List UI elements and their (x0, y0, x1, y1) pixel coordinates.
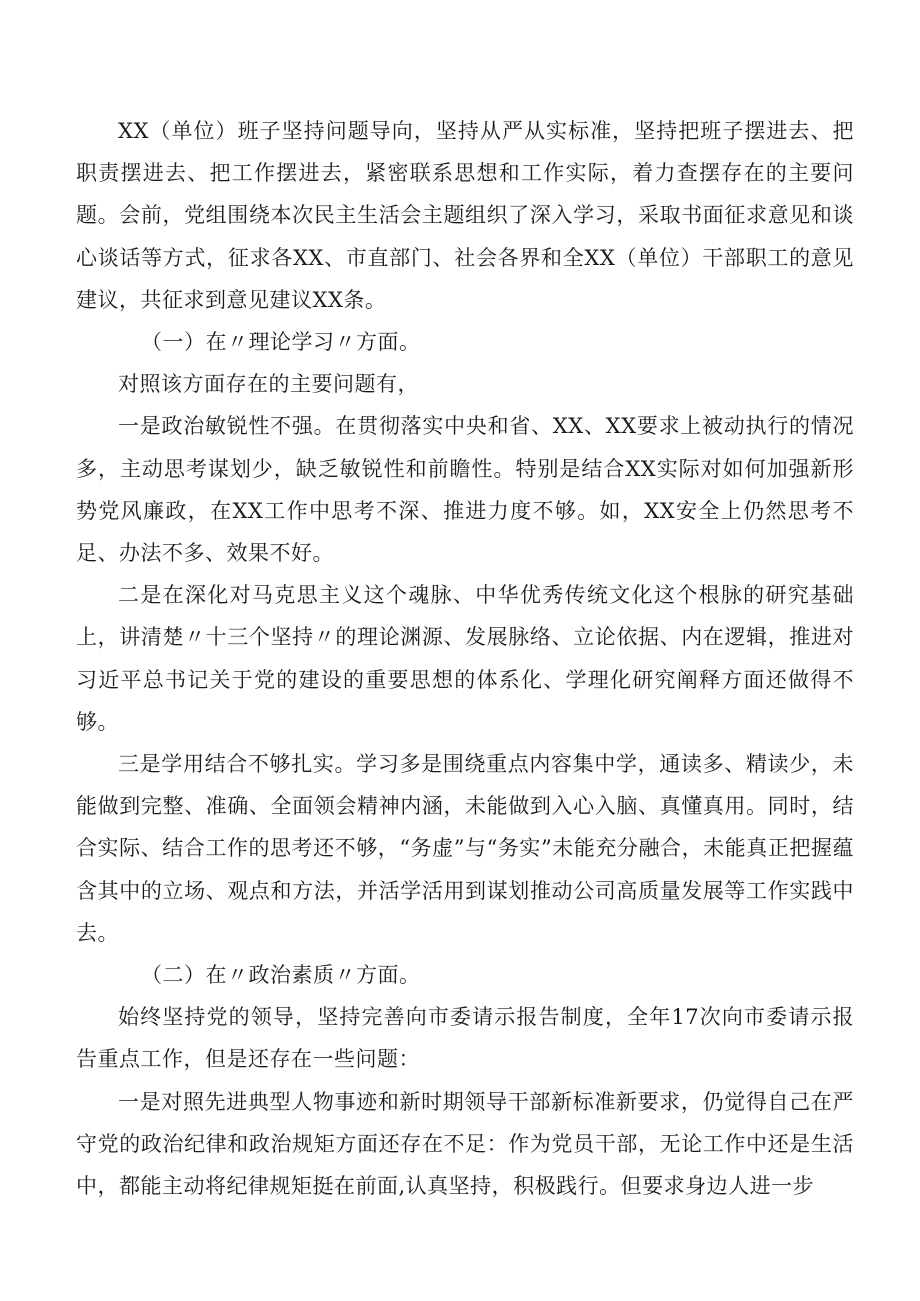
document-body (76, 110, 854, 1207)
issue-paragraph-discipline: 一是对照先进典型人物事迹和新时期领导干部新标准新要求，仍觉得自己在严守党的政治纪律和政治规矩方面还存在不足：作为党员干部，无论工作中还是生活中，都能主动将纪律规矩挺在前面,认真坚持，积极践行。但要求身边人进一步 (76, 1089, 854, 1199)
section-heading-theory-study: （一）在〃理论学习〃方面。 (141, 330, 421, 355)
intro-paragraph: XX（单位）班子坚持问题导向，坚持从严从实标准，坚持把班子摆进去、把职责摆进去、把工作摆进去，紧密联系思想和工作实际，着力查摆存在的主要问题。会前，党组围绕本次民主生活会主题组织了深入学习，采取书面征求意见和谈心谈话等方式，征求各XX、市直部门、社会各界和全XX（单位）干部职工的意见建议，共征求到意见建议XX条。 (76, 119, 854, 312)
issue-paragraph-political-sensitivity: 一是政治敏锐性不强。在贯彻落实中央和省、XX、XX要求上被动执行的情况多，主动思考谋划少，缺乏敏锐性和前瞻性。特别是结合XX实际对如何加强新形势党风廉政，在XX工作中思考不深、推进力度不够。如，XX安全上仍然思考不足、办法不多、效果不好。 (76, 414, 854, 566)
section-heading-political-quality: （二）在〃政治素质〃方面。 (141, 963, 421, 988)
section-lead-theory-study: 对照该方面存在的主要问题有， (118, 372, 419, 397)
issue-paragraph-study-application: 三是学用结合不够扎实。学习多是围绕重点内容集中学，通读多、精读少，未能做到完整、准确、全面领会精神内涵，未能做到入心入脑、真懂真用。同时，结合实际、结合工作的思考还不够，“务虚”与“务实”未能充分融合，未能真正把握蕴含其中的立场、观点和方法，并活学活用到谋划推动公司高质量发展等工作实践中去。 (76, 752, 854, 945)
section-lead-political-quality: 始终坚持党的领导，坚持完善向市委请示报告制度，全年17次向市委请示报告重点工作，但是还存在一些问题： (76, 1005, 854, 1072)
issue-paragraph-theory-research: 二是在深化对马克思主义这个魂脉、中华优秀传统文化这个根脉的研究基础上，讲清楚〃十三个坚持〃的理论渊源、发展脉络、立论依据、内在逻辑，推进对习近平总书记关于党的建设的重要思想的体系化、学理化研究阐释方面还做得不够。 (76, 583, 854, 734)
